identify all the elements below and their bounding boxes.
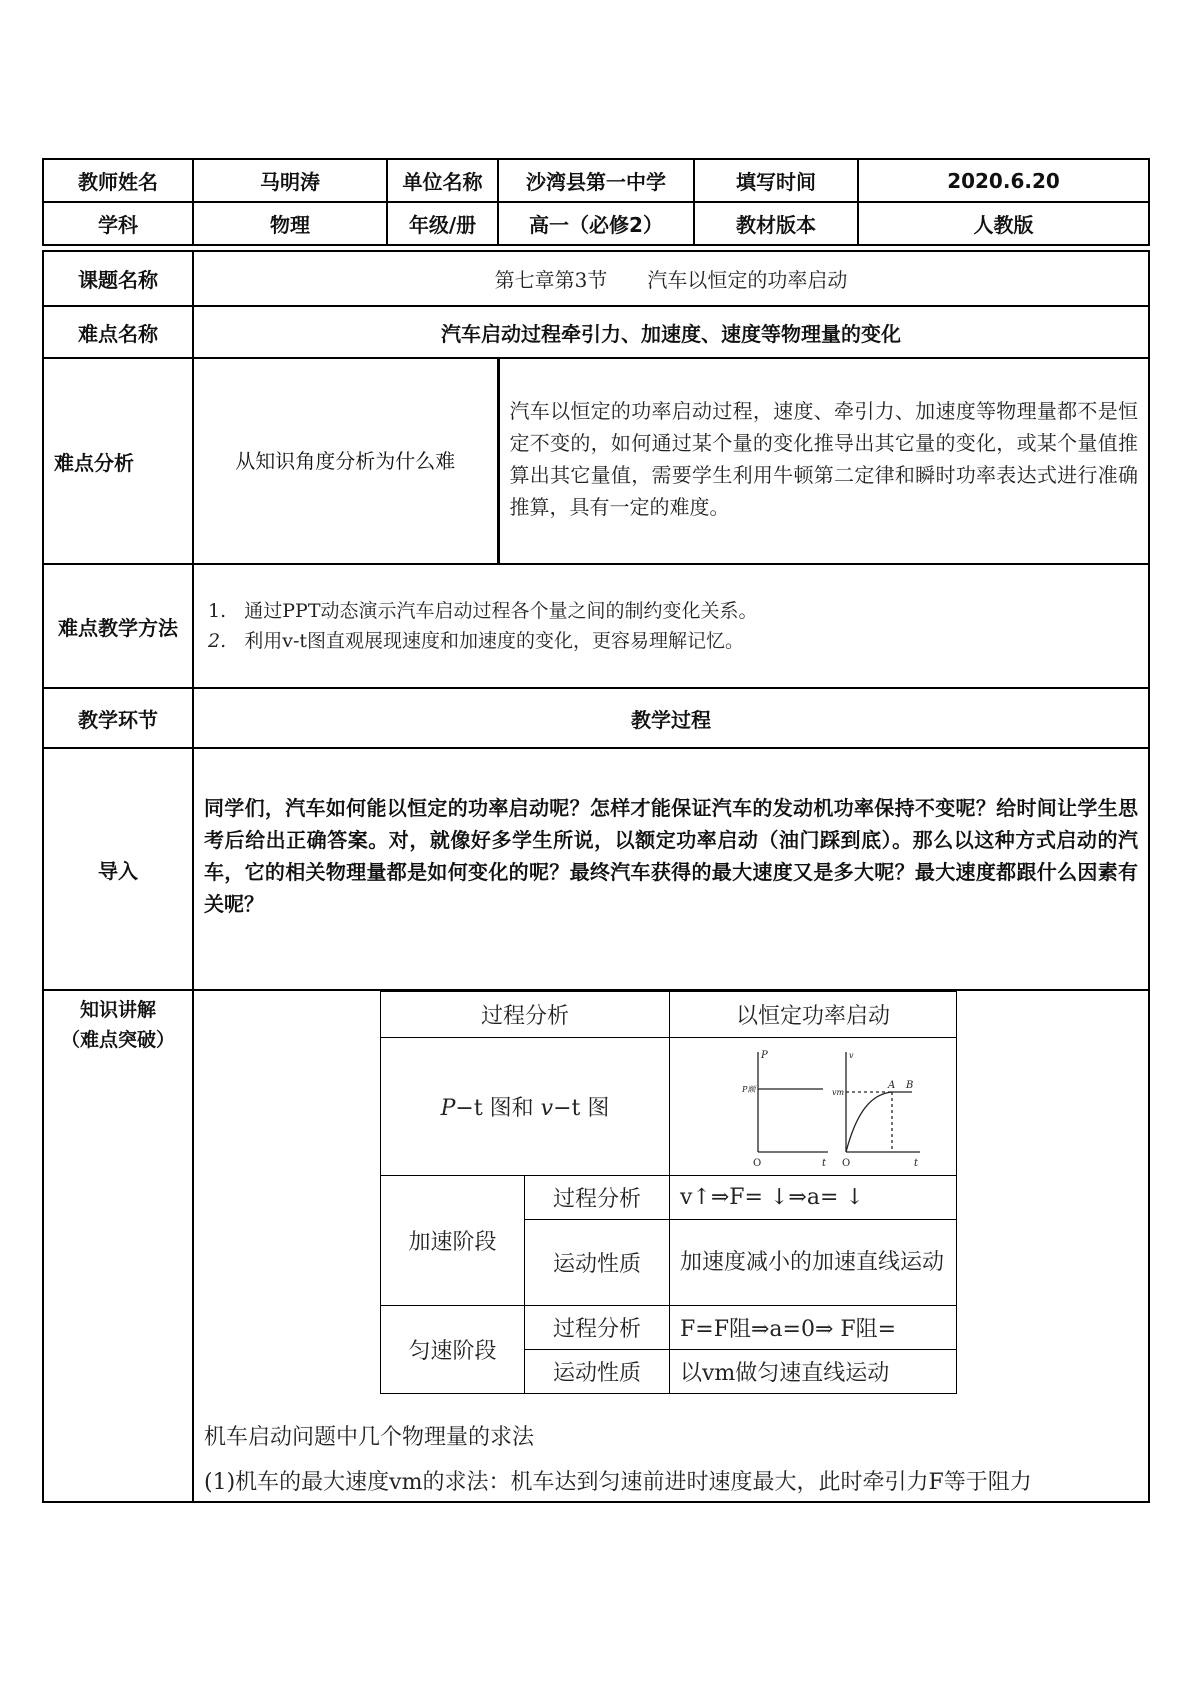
knowledge-content — [193, 990, 1149, 1502]
subject-value: 物理 — [193, 202, 387, 245]
intro-text: 同学们，汽车如何能以恒定的功率启动呢？怎样才能保证汽车的发动机功率保持不变呢？给时间让学生思考后给出正确答案。对，就像好多学生所说，以额定功率启动（油门踩到底）。那么以这种方式启动的汽车，它的相关物理量都是如何变化的呢？最终汽车获得的最大速度又是多大呢？最大速度都跟什么因素有关呢？ — [193, 748, 1149, 990]
difficulty-row — [43, 306, 1149, 358]
uniform-stage: 匀速阶段 — [381, 1306, 525, 1394]
t-label-1: t — [822, 1157, 827, 1169]
date-label: 填写时间 — [694, 159, 858, 202]
uniform-process-label: 过程分析 — [525, 1306, 670, 1350]
process-value: 教学过程 — [193, 688, 1149, 748]
difficulty-label: 难点名称 — [43, 306, 193, 358]
pt-vt-graphs — [698, 1044, 938, 1170]
analysis-row — [43, 358, 1149, 564]
edition-label: 教材版本 — [694, 202, 858, 245]
teacher-value: 马明涛 — [193, 159, 387, 202]
intro-row — [43, 748, 1149, 990]
header-row-2 — [43, 202, 1149, 245]
accel-nature-value: 加速度减小的加速直线运动 — [670, 1220, 957, 1306]
vm-label: vm — [832, 1087, 845, 1097]
analysis-angle: 从知识角度分析为什么难 — [193, 358, 498, 564]
accel-process-value: v↑⇒F= ↓⇒a= ↓ — [670, 1176, 957, 1220]
method-item-1: 1. 通过PPT动态演示汽车启动过程各个量之间的制约变化关系。 — [208, 600, 758, 622]
v-axis-label: v — [849, 1050, 854, 1060]
point-b-label: B — [906, 1079, 914, 1091]
origin-1-label: O — [753, 1157, 762, 1169]
v-curve — [846, 1092, 912, 1152]
process-header-row — [43, 688, 1149, 748]
header-row-1 — [43, 159, 1149, 202]
accel-process-label: 过程分析 — [525, 1176, 670, 1220]
uniform-nature-value: 以vm做匀速直线运动 — [670, 1350, 957, 1394]
method-item-2: 2. 利用v-t图直观展现速度和加速度的变化，更容易理解记忆。 — [208, 630, 745, 652]
point-a-label: A — [888, 1079, 896, 1091]
grade-label: 年级/册 — [387, 202, 498, 245]
origin-2-label: O — [842, 1157, 851, 1169]
topic-value: 第七章第3节 汽车以恒定的功率启动 — [193, 251, 1149, 306]
analysis-label: 难点分析 — [43, 358, 193, 564]
subject-label: 学科 — [43, 202, 193, 245]
method-row — [43, 564, 1149, 688]
accel-process-row — [381, 1176, 957, 1220]
graph-row-label: P−t 图和 v−t 图 — [381, 1038, 670, 1176]
teacher-label: 教师姓名 — [43, 159, 193, 202]
difficulty-value: 汽车启动过程牵引力、加速度、速度等物理量的变化 — [193, 306, 1149, 358]
knowledge-row — [43, 990, 1149, 1502]
inner-h1: 过程分析 — [381, 992, 670, 1038]
process-analysis-table — [380, 991, 957, 1394]
accel-nature-label: 运动性质 — [525, 1220, 670, 1306]
method-label: 难点教学方法 — [43, 564, 193, 688]
inner-h2: 以恒定功率启动 — [670, 992, 957, 1038]
uniform-process-row — [381, 1306, 957, 1350]
topic-label: 课题名称 — [43, 251, 193, 306]
unit-label: 单位名称 — [387, 159, 498, 202]
edition-value: 人教版 — [858, 202, 1149, 245]
uniform-nature-label: 运动性质 — [525, 1350, 670, 1394]
p-level-label: P额 — [742, 1084, 756, 1094]
topic-row — [43, 251, 1149, 306]
process-label: 教学环节 — [43, 688, 193, 748]
inner-graph-row — [381, 1038, 957, 1176]
t-label-2: t — [914, 1157, 919, 1169]
analysis-text: 汽车以恒定的功率启动过程，速度、牵引力、加速度等物理量都不是恒定不变的，如何通过某个量的变化推导出其它量的变化，或某个量值推算出其它量值，需要学生利用牛顿第二定律和瞬时功率表达式进行准确推算，具有一定的难度。 — [498, 358, 1149, 564]
subheading: 机车启动问题中几个物理量的求法 — [204, 1425, 535, 1450]
graph-cell — [670, 1038, 957, 1176]
method-list — [193, 564, 1149, 688]
p-axis-label: P — [761, 1049, 768, 1061]
uniform-process-value: F=F阻⇒a=0⇒ F阻= — [670, 1306, 957, 1350]
inner-header-row — [381, 992, 957, 1038]
date-value: 2020.6.20 — [858, 159, 1149, 202]
point-1: (1)机车的最大速度vm的求法：机车达到匀速前进时速度最大，此时牵引力F等于阻力 — [204, 1470, 1032, 1495]
unit-value: 沙湾县第一中学 — [498, 159, 694, 202]
intro-label: 导入 — [43, 748, 193, 990]
knowledge-label: 知识讲解 （难点突破） — [43, 990, 193, 1502]
grade-value: 高一（必修2） — [498, 202, 694, 245]
lesson-plan-table — [42, 158, 1150, 1503]
accel-stage: 加速阶段 — [381, 1176, 525, 1306]
